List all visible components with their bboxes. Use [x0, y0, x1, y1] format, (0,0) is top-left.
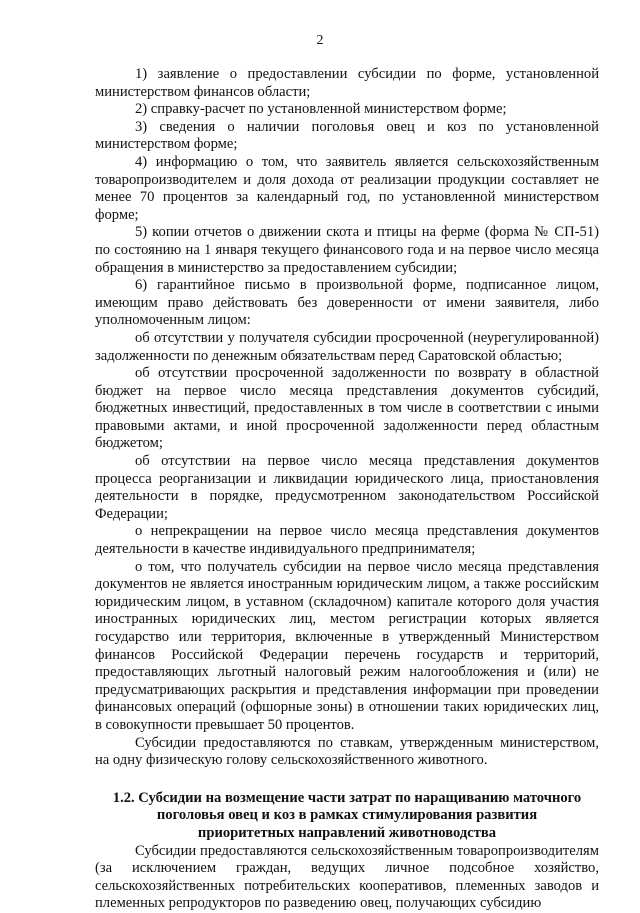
paragraph-item-2: 2) справку-расчет по установленной министерством форме;: [135, 101, 507, 118]
paragraph-item-5: 5) копии отчетов о движении скота и птицы на ферме (форма № СП-51) по состоянию на 1 января текущего финансового года и на первое число месяца обращения в министерство за предоставлением субсидии;: [95, 224, 599, 276]
paragraph-no-reorganization: об отсутствии на первое число месяца представления документов процесса реорганизации и ликвидации юридического лица, приостановления деятельности в порядке, предусмотренном законодательством Российской Федерации;: [95, 453, 599, 522]
section-heading-line-3: приоритетных направлений животноводства: [197, 824, 497, 841]
section-heading-line-1: 1.2. Субсидии на возмещение части затрат по наращиванию маточного: [112, 789, 582, 806]
section-paragraph: Субсидии предоставляются сельскохозяйственным товаропроизводителям (за исключением граждан, ведущих личное подсобное хозяйство, сельскохозяйственных потребительских кооперативов, племенных заводов и племенных репродукторов по разведению овец, получающих субсидию: [95, 842, 599, 912]
section-heading-line-2: поголовья овец и коз в рамках стимулирования развития: [156, 807, 538, 824]
paragraph-subsidy-rates: Субсидии предоставляются по ставкам, утвержденным министерством, на одну физическую голову сельскохозяйственного животного.: [95, 734, 599, 769]
document-body: [95, 66, 599, 913]
paragraph-entrepreneur-activity: о непрекращении на первое число месяца представления документов деятельности в качестве индивидуального предпринимателя;: [95, 523, 599, 558]
paragraph-not-foreign-entity: о том, что получатель субсидии на первое число месяца представления документов не является иностранным юридическим лицом, а также российским юридическим лицом, в уставном (складочном) капитале которого доля участия иностранных юридических лиц, местом регистрации которых является государство или территория, включенные в утвержденный Министерством финансов Российской Федерации перечень государств и территорий, предоставляющих льготный налоговый режим налогообложения и (или) не предусматривающих раскрытия и представления информации при проведении финансовых операций (офшорные зоны) в отношении таких юридических лиц, в совокупности превышает 50 процентов.: [95, 558, 599, 733]
paragraph-item-6: 6) гарантийное письмо в произвольной форме, подписанное лицом, имеющим право действовать без доверенности от имени заявителя, либо уполномоченным лицом:: [95, 277, 599, 329]
paragraph-no-overdue-debt: об отсутствии у получателя субсидии просроченной (неурегулированной) задолженности по денежным обязательствам перед Саратовской областью;: [95, 329, 599, 364]
section-heading: [95, 790, 599, 843]
paragraph-item-1: 1) заявление о предоставлении субсидии по форме, установленной министерством финансов области;: [95, 66, 599, 100]
paragraph-item-4: 4) информацию о том, что заявитель является сельскохозяйственным товаропроизводителем и доля дохода от реализации продукции составляет не менее 70 процентов за календарный год, по установленной министерством форме;: [95, 153, 599, 223]
paragraph-no-budget-debt: об отсутствии просроченной задолженности по возврату в областной бюджет на первое число месяца представления документов субсидий, бюджетных инвестиций, предоставленных в том числе в соответствии с иными правовыми актами, и иной просроченной задолженности перед областным бюджетом;: [95, 365, 599, 452]
paragraph-item-3: 3) сведения о наличии поголовья овец и коз по установленной министерством форме;: [95, 118, 599, 153]
page-number: 2: [316, 33, 324, 48]
